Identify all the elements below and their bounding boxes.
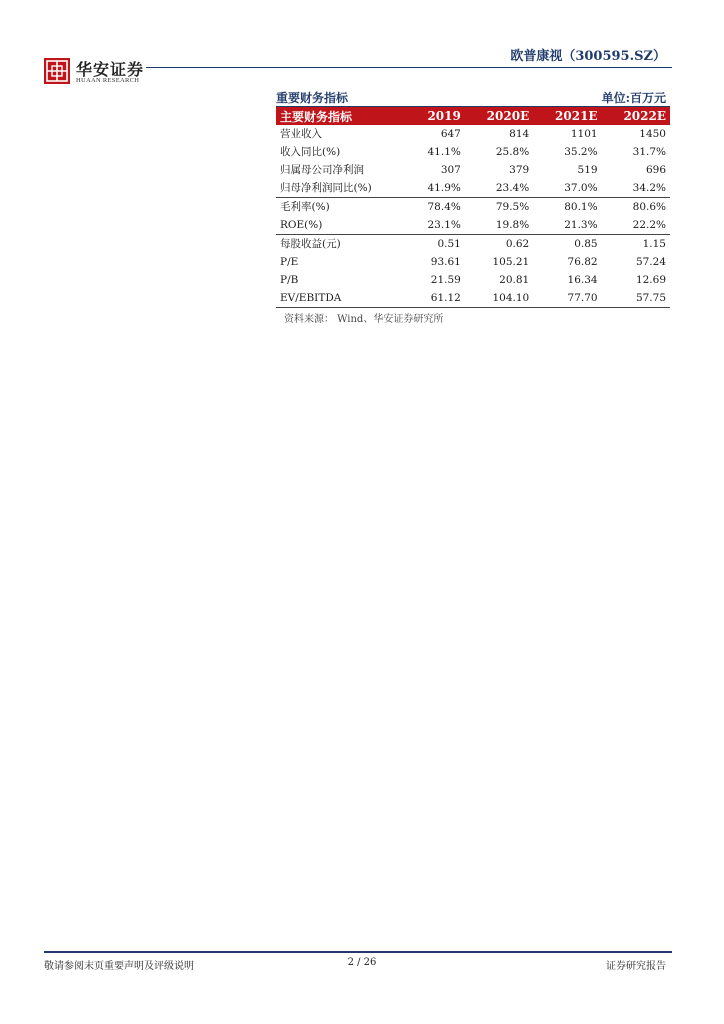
- row-label: P/E: [280, 256, 299, 268]
- table-row: [276, 179, 670, 198]
- table-cell: 23.1%: [427, 219, 461, 231]
- table-cell: 23.4%: [495, 182, 530, 194]
- table-cell: 21.59: [430, 274, 461, 286]
- table-cell: 35.2%: [564, 146, 598, 158]
- table-cell: 25.8%: [495, 146, 530, 158]
- table-header-row: [276, 107, 670, 125]
- column-header: 2022E: [602, 107, 670, 125]
- table-cell: 37.0%: [564, 182, 598, 194]
- footer-divider: [44, 951, 672, 953]
- table-cell: 647: [440, 128, 461, 140]
- table-cell: 12.69: [635, 274, 666, 286]
- table-cell: 1450: [639, 128, 666, 140]
- row-label: ROE(%): [280, 219, 323, 231]
- table-row: [276, 216, 670, 235]
- table-cell: 20.81: [499, 274, 530, 286]
- table-row: [276, 198, 670, 217]
- table-cell: 307: [440, 164, 461, 176]
- table-cell: 77.70: [533, 289, 601, 308]
- row-label: 营业收入: [280, 128, 322, 140]
- table-cell: 93.61: [430, 256, 461, 268]
- table-cell: 79.5%: [465, 198, 533, 217]
- table-cell: 80.1%: [533, 198, 601, 217]
- table-cell: 57.75: [602, 289, 670, 308]
- table-cell: 61.12: [397, 289, 465, 308]
- table-title-row: [276, 88, 670, 107]
- table-row: [276, 271, 670, 289]
- page-number: 2 / 26: [347, 957, 377, 968]
- table-cell: 57.24: [635, 256, 666, 268]
- column-header: 2021E: [533, 107, 601, 125]
- table-cell: 519: [577, 164, 598, 176]
- table-cell: 22.2%: [632, 219, 666, 231]
- row-label: P/B: [280, 274, 299, 286]
- row-label: EV/EBITDA: [276, 289, 397, 308]
- table-cell: 0.85: [533, 235, 601, 254]
- table-cell: 41.1%: [427, 146, 461, 158]
- table-cell: 105.21: [492, 256, 530, 268]
- table-cell: 0.51: [397, 235, 465, 254]
- footer-doc-type: 证券研究报告: [606, 961, 666, 972]
- table-cell: 31.7%: [632, 146, 666, 158]
- header-divider: [146, 67, 672, 68]
- row-label: 归母净利润同比(%): [280, 182, 372, 194]
- table-cell: 1.15: [602, 235, 670, 254]
- logo-chinese-name: 华安证券: [76, 60, 145, 79]
- table-cell: 814: [509, 128, 530, 140]
- table-cell: 76.82: [567, 256, 598, 268]
- table-row: [276, 125, 670, 143]
- data-source-note: 资料来源： Wind、华安证券研究所: [284, 314, 444, 325]
- table-row: [276, 289, 670, 308]
- row-label: 收入同比(%): [280, 146, 341, 158]
- table-cell: 19.8%: [495, 219, 530, 231]
- table-cell: 696: [645, 164, 666, 176]
- financial-indicators-table: [276, 107, 670, 308]
- company-ticker-title: 欧普康视（300595.SZ）: [510, 49, 666, 64]
- row-label: 归属母公司净利润: [280, 164, 364, 176]
- table-row: [276, 161, 670, 179]
- huaan-logo-icon: [44, 58, 70, 84]
- table-row: [276, 235, 670, 254]
- column-header: 2019: [397, 107, 465, 125]
- table-cell: 379: [509, 164, 530, 176]
- table-unit: 单位:百万元: [601, 91, 666, 105]
- table-cell: 16.34: [567, 274, 598, 286]
- financial-indicators-section: [276, 88, 670, 308]
- table-row: [276, 143, 670, 161]
- table-cell: 1101: [570, 128, 598, 140]
- footer-disclaimer: 敬请参阅末页重要声明及评级说明: [44, 961, 194, 972]
- table-title: 重要财务指标: [276, 91, 349, 105]
- column-header: 主要财务指标: [276, 107, 397, 125]
- row-label: 每股收益(元): [276, 235, 397, 254]
- table-cell: 41.9%: [427, 182, 461, 194]
- logo-english-name: HUAAN RESEARCH: [76, 77, 140, 84]
- table-cell: 104.10: [465, 289, 533, 308]
- row-label: 毛利率(%): [276, 198, 397, 217]
- table-cell: 78.4%: [397, 198, 465, 217]
- table-cell: 80.6%: [602, 198, 670, 217]
- table-cell: 0.62: [465, 235, 533, 254]
- table-row: [276, 253, 670, 271]
- column-header: 2020E: [465, 107, 533, 125]
- table-cell: 21.3%: [564, 219, 598, 231]
- table-cell: 34.2%: [632, 182, 666, 194]
